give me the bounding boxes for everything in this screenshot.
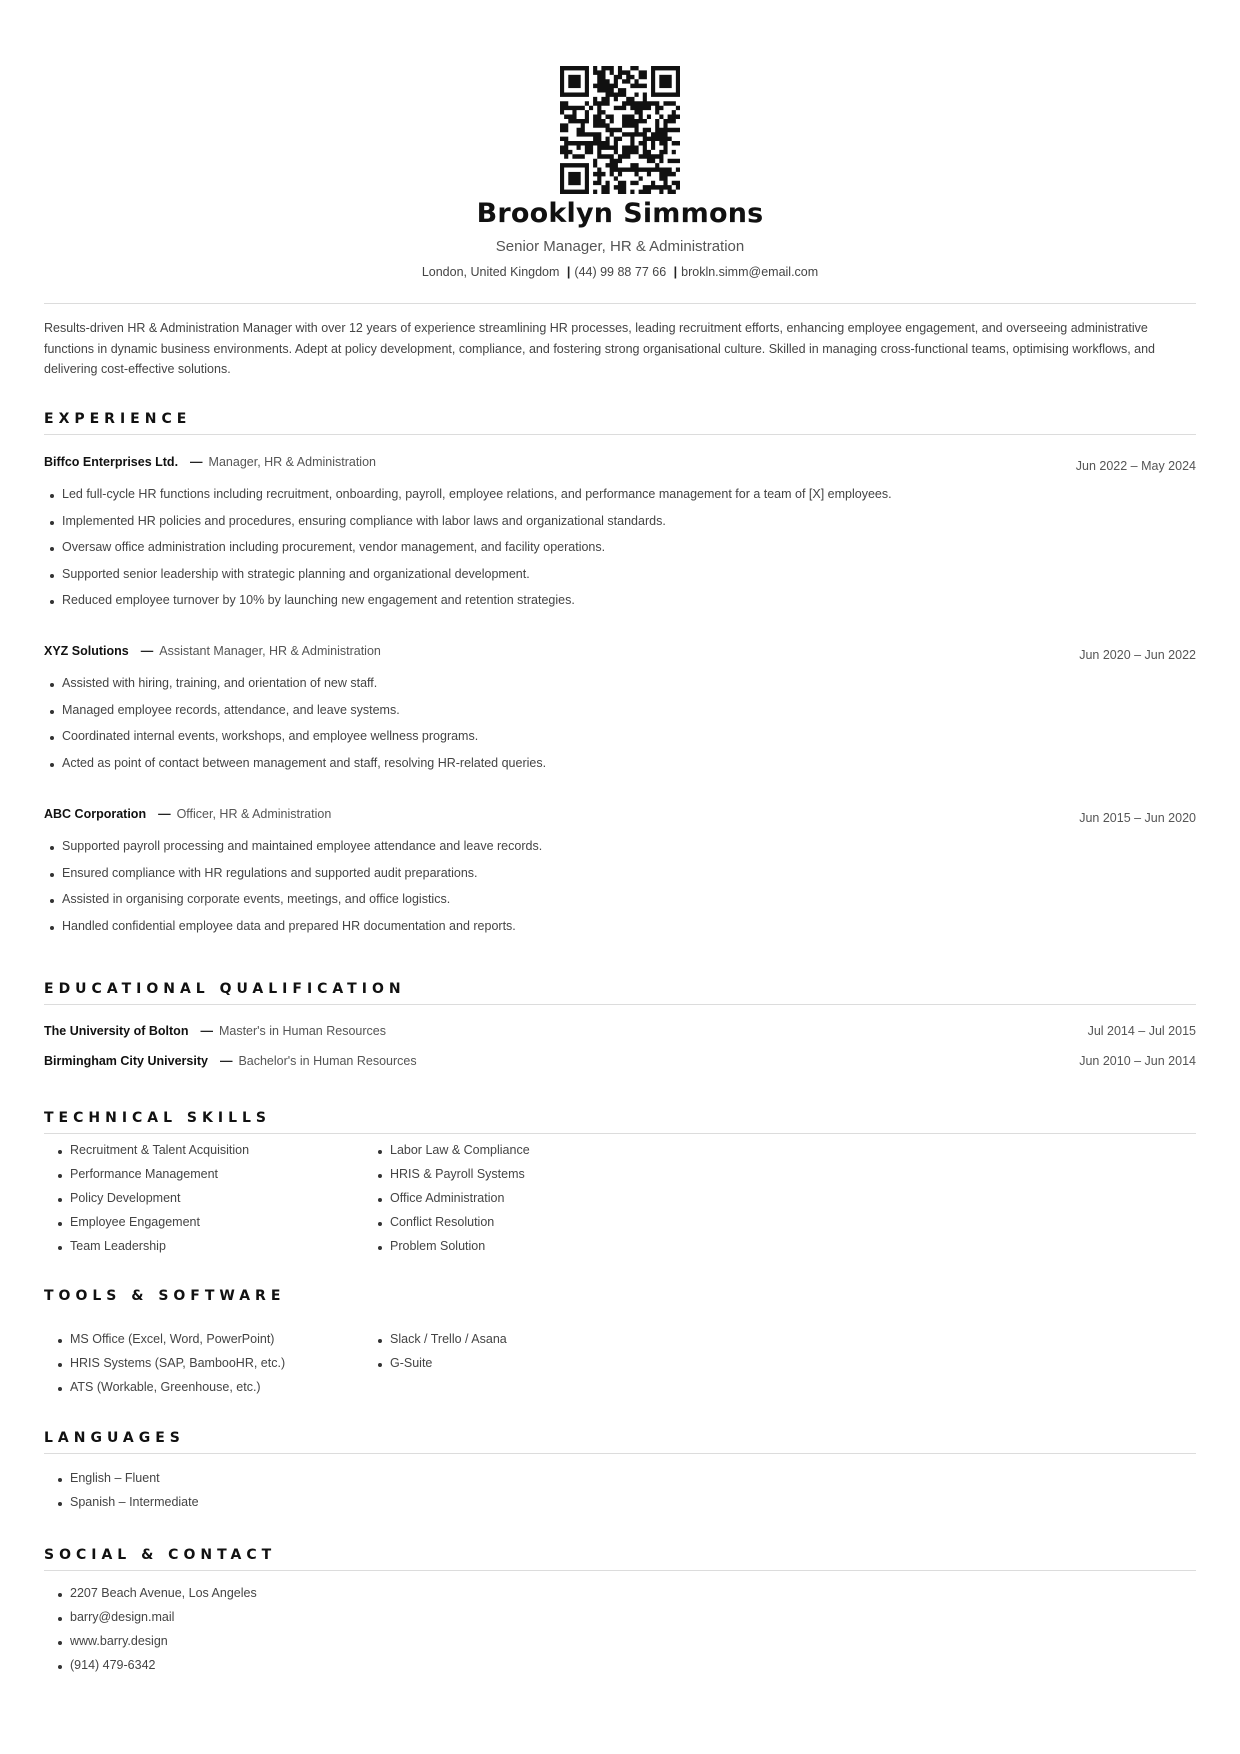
list-item: Acted as point of contact between management and staff, resolving HR-related queries.: [44, 756, 1196, 783]
list-item: Handled confidential employee data and prepared HR documentation and reports.: [44, 919, 1196, 946]
list-item: Coordinated internal events, workshops, and employee wellness programs.: [44, 729, 1196, 756]
list-item: Spanish – Intermediate: [52, 1495, 372, 1519]
separator: |: [566, 265, 571, 279]
location: London, United Kingdom: [421, 265, 560, 279]
website-link[interactable]: www.barry.design: [52, 1634, 372, 1658]
list-item: HRIS Systems (SAP, BambooHR, etc.): [52, 1356, 372, 1380]
company-name: ABC Corporation: [44, 807, 147, 821]
skills-column-right: [372, 1143, 692, 1263]
section-title-social: SOCIAL & CONTACT: [44, 1547, 277, 1563]
school-name: Birmingham City University: [44, 1054, 208, 1068]
job-header: [44, 807, 1196, 827]
dash: —: [219, 1054, 233, 1068]
divider: [44, 303, 1196, 304]
job-dates: Jun 2015 – Jun 2020: [1079, 811, 1196, 825]
job-entry: [44, 807, 1196, 945]
list-item: Problem Solution: [372, 1239, 692, 1263]
list-item: Employee Engagement: [52, 1215, 372, 1239]
list-item: Labor Law & Compliance: [372, 1143, 692, 1167]
job-dates: Jun 2020 – Jun 2022: [1079, 648, 1196, 662]
divider: [44, 1004, 1196, 1005]
address: 2207 Beach Avenue, Los Angeles: [52, 1586, 372, 1610]
list-item: HRIS & Payroll Systems: [372, 1167, 692, 1191]
list-item: Recruitment & Talent Acquisition: [52, 1143, 372, 1167]
education-dates: Jul 2014 – Jul 2015: [1087, 1024, 1196, 1038]
list-item: Office Administration: [372, 1191, 692, 1215]
separator: |: [673, 265, 678, 279]
education-entry: [44, 1054, 1196, 1074]
list-item: Supported payroll processing and maintained employee attendance and leave records.: [44, 839, 1196, 866]
email-link[interactable]: brokln.simm@email.com: [681, 265, 819, 279]
social-column: [52, 1586, 372, 1682]
section-title-technical-skills: TECHNICAL SKILLS: [44, 1110, 271, 1126]
languages-column: [52, 1471, 372, 1519]
divider: [44, 1133, 1196, 1134]
list-item: Reduced employee turnover by 10% by launching new engagement and retention strategies.: [44, 593, 1196, 620]
list-item: Supported senior leadership with strategic planning and organizational development.: [44, 567, 1196, 594]
email-link[interactable]: barry@design.mail: [52, 1610, 372, 1634]
section-title-tools: TOOLS & SOFTWARE: [44, 1288, 286, 1304]
tools-column-right: [372, 1332, 692, 1380]
dash: —: [140, 644, 154, 658]
education-dates: Jun 2010 – Jun 2014: [1079, 1054, 1196, 1068]
company-name: Biffco Enterprises Ltd.: [44, 455, 179, 469]
list-item: ATS (Workable, Greenhouse, etc.): [52, 1380, 372, 1404]
profile-summary: Results-driven HR & Administration Manager with over 12 years of experience streamlining HR processes, leading recruitment efforts, enhancing employee engagement, and overseeing administrative functions in dynamic business environments. Adept at policy development, compliance, and fostering strong organisational culture. Skilled in managing cross-functional teams, optimising workflows, and delivering cost-effective solutions.: [44, 321, 1155, 376]
list-item: Implemented HR policies and procedures, ensuring compliance with labor laws and organizational standards.: [44, 514, 1196, 541]
skills-column-left: [52, 1143, 372, 1263]
company-name: XYZ Solutions: [44, 644, 129, 658]
list-item: G-Suite: [372, 1356, 692, 1380]
list-item: Slack / Trello / Asana: [372, 1332, 692, 1356]
first-name: Brooklyn: [476, 198, 614, 229]
last-name: Simmons: [623, 198, 764, 229]
list-item: Managed employee records, attendance, and leave systems.: [44, 703, 1196, 730]
list-item: Team Leadership: [52, 1239, 372, 1263]
list-item: Assisted with hiring, training, and orientation of new staff.: [44, 676, 1196, 703]
contact-line: [0, 265, 1240, 279]
job-title: Senior Manager, HR & Administration: [495, 238, 745, 255]
list-item: Policy Development: [52, 1191, 372, 1215]
job-bullets: [44, 487, 1196, 620]
job-bullets: [44, 676, 1196, 782]
divider: [44, 434, 1196, 435]
job-entry: [44, 455, 1196, 620]
job-header: [44, 455, 1196, 475]
phone: (44) 99 88 77 66: [574, 265, 667, 279]
dash: —: [190, 455, 203, 469]
role: Officer, HR & Administration: [176, 807, 332, 821]
job-dates: Jun 2022 – May 2024: [1075, 459, 1196, 473]
candidate-name: [0, 198, 1240, 229]
education-entry: [44, 1024, 1196, 1044]
section-title-languages: LANGUAGES: [44, 1430, 185, 1446]
dash: —: [200, 1024, 213, 1038]
list-item: Oversaw office administration including procurement, vendor management, and facility operations.: [44, 540, 1196, 567]
list-item: Performance Management: [52, 1167, 372, 1191]
qr-code-icon: [560, 66, 680, 194]
divider: [44, 1453, 1196, 1454]
job-header: [44, 644, 1196, 664]
job-entry: [44, 644, 1196, 782]
job-bullets: [44, 839, 1196, 945]
list-item: Assisted in organising corporate events, meetings, and office logistics.: [44, 892, 1196, 919]
tools-column-left: [52, 1332, 372, 1404]
role: Manager, HR & Administration: [208, 455, 376, 469]
list-item: MS Office (Excel, Word, PowerPoint): [52, 1332, 372, 1356]
degree: Bachelor's in Human Resources: [238, 1054, 417, 1068]
role: Assistant Manager, HR & Administration: [159, 644, 381, 658]
list-item: Led full-cycle HR functions including recruitment, onboarding, payroll, employee relations, and performance management for a team of [X] employees.: [44, 487, 1196, 514]
dash: —: [158, 807, 171, 821]
school-name: The University of Bolton: [44, 1024, 189, 1038]
degree: Master's in Human Resources: [218, 1024, 386, 1038]
list-item: Ensured compliance with HR regulations and supported audit preparations.: [44, 866, 1196, 893]
section-title-education: EDUCATIONAL QUALIFICATION: [44, 981, 406, 997]
list-item: English – Fluent: [52, 1471, 372, 1495]
resume-header: [0, 66, 1240, 279]
section-title-experience: EXPERIENCE: [44, 411, 192, 427]
list-item: Conflict Resolution: [372, 1215, 692, 1239]
divider: [44, 1570, 1196, 1571]
phone: (914) 479-6342: [52, 1658, 372, 1682]
